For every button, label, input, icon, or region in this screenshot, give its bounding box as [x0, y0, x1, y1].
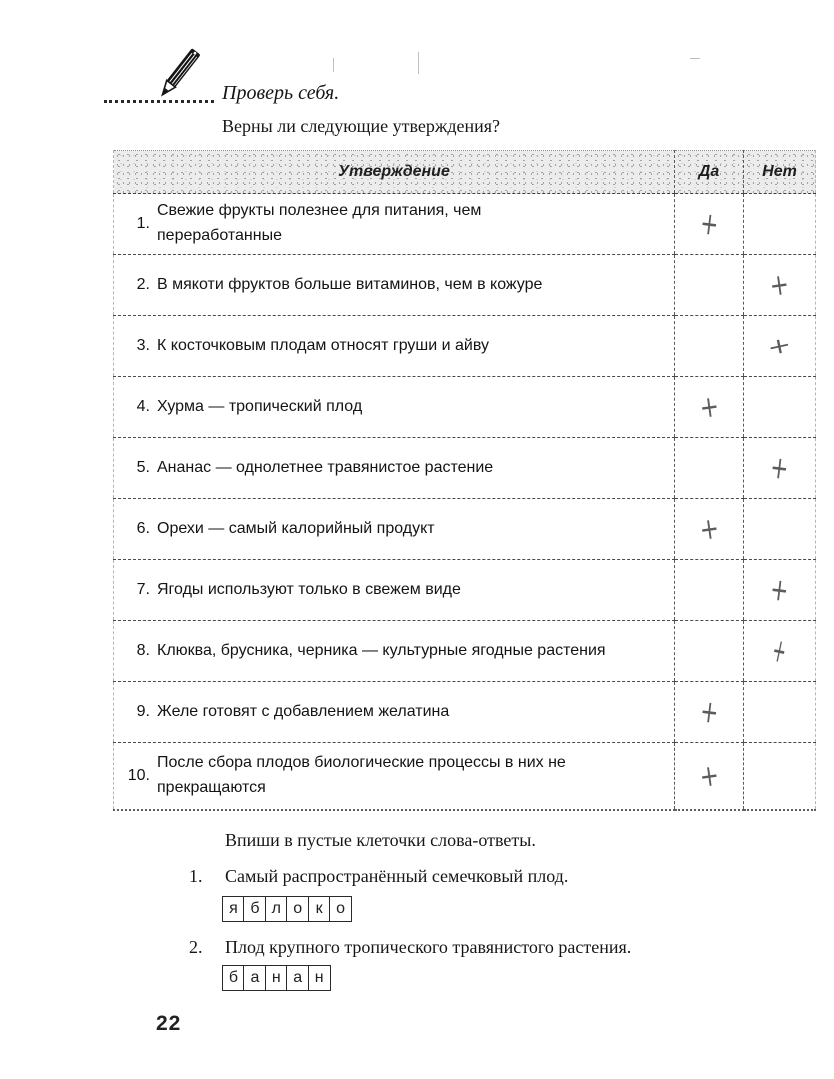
- page-number: 22: [156, 1012, 182, 1035]
- pencil-icon: [146, 44, 208, 110]
- statement-text: Ягоды используют только в свежем виде: [157, 580, 461, 598]
- answer-mark: +: [697, 693, 721, 731]
- no-cell: [744, 621, 816, 682]
- statement-text: Свежие фрукты полезнее для питания, чем переработанные: [157, 202, 482, 244]
- no-cell: [744, 316, 816, 377]
- table-row: [114, 438, 816, 499]
- table-row: [114, 743, 816, 811]
- yes-cell: [675, 316, 744, 377]
- table-row: [114, 682, 816, 743]
- scan-artifact: [418, 52, 419, 74]
- scan-artifact: [333, 58, 334, 72]
- statement-number: 8.: [136, 641, 150, 659]
- statement-text: Хурма — тропический плод: [157, 397, 363, 415]
- statement-number: 7.: [136, 580, 150, 598]
- fill-in-item-number: 2.: [189, 937, 203, 957]
- letter-cell: о: [329, 896, 352, 922]
- answer-mark: +: [768, 571, 791, 609]
- answer-mark: +: [761, 333, 798, 359]
- table-row: [114, 194, 816, 255]
- statement-number: 1.: [136, 215, 150, 232]
- statement-text: Орехи — самый калорийный продукт: [157, 519, 435, 537]
- table-row: [114, 316, 816, 377]
- col-header-no: Нет: [744, 151, 816, 194]
- statement-text: Желе готовят с добавлением желатина: [157, 702, 450, 720]
- no-cell: [744, 560, 816, 621]
- letter-cell: б: [243, 896, 266, 922]
- statement-number: 2.: [136, 275, 150, 293]
- statement-text: После сбора плодов биологические процессы в них не прекращаются: [157, 754, 566, 796]
- no-cell: [744, 682, 816, 743]
- yes-cell: [675, 255, 744, 316]
- statement-number: 10.: [127, 767, 150, 784]
- answer-mark: +: [768, 449, 791, 487]
- fill-in-question: Самый распространённый семечковый плод.: [225, 866, 569, 886]
- scan-artifact: [690, 58, 700, 59]
- answer-mark: +: [697, 388, 721, 426]
- statements-table: [113, 150, 816, 811]
- letter-cell: к: [308, 896, 331, 922]
- letter-cell: а: [286, 965, 309, 991]
- statement-number: 9.: [136, 702, 150, 720]
- fill-in-question: Плод крупного тропического травянистого растения.: [225, 937, 632, 957]
- letter-cell: л: [265, 896, 288, 922]
- answer-mark: +: [697, 205, 721, 243]
- statement-number: 5.: [136, 458, 150, 476]
- no-cell: [744, 377, 816, 438]
- yes-cell: [675, 621, 744, 682]
- answer-mark: +: [697, 510, 721, 548]
- statement-text: К косточковым плодам относят груши и айву: [157, 336, 489, 354]
- yes-cell: [675, 682, 744, 743]
- statement-number: 3.: [136, 336, 150, 354]
- yes-cell: [675, 194, 744, 255]
- statement-text: В мякоти фруктов больше витаминов, чем в кожуре: [157, 275, 543, 293]
- answer-mark: +: [697, 757, 721, 795]
- answer-mark: +: [768, 631, 791, 671]
- yes-cell: [675, 560, 744, 621]
- answer-letter-boxes: [222, 896, 350, 922]
- table-row: [114, 560, 816, 621]
- yes-cell: [675, 377, 744, 438]
- letter-cell: а: [243, 965, 266, 991]
- statement-number: 6.: [136, 519, 150, 537]
- letter-cell: б: [222, 965, 245, 991]
- statement-text: Ананас — однолетнее травянистое растение: [157, 458, 494, 476]
- table-row: [114, 255, 816, 316]
- letter-cell: о: [286, 896, 309, 922]
- yes-cell: [675, 499, 744, 560]
- table-row: [114, 377, 816, 438]
- no-cell: [744, 438, 816, 499]
- section-title: Проверь себя.: [222, 82, 340, 104]
- fill-in-item-number: 1.: [189, 866, 203, 886]
- letter-cell: н: [265, 965, 288, 991]
- col-header-yes: Да: [675, 151, 744, 194]
- fill-in-instruction: Впиши в пустые клеточки слова-ответы.: [225, 830, 536, 850]
- answer-mark: +: [767, 266, 792, 304]
- letter-cell: я: [222, 896, 245, 922]
- yes-cell: [675, 438, 744, 499]
- no-cell: [744, 255, 816, 316]
- statement-number: 4.: [136, 397, 150, 415]
- answer-letter-boxes: [222, 965, 329, 991]
- table-question: Верны ли следующие утверждения?: [222, 116, 501, 136]
- table-row: [114, 621, 816, 682]
- no-cell: [744, 194, 816, 255]
- letter-cell: н: [308, 965, 331, 991]
- no-cell: [744, 499, 816, 560]
- col-header-statement: Утверждение: [114, 151, 675, 194]
- yes-cell: [675, 743, 744, 811]
- table-header-row: [114, 151, 816, 194]
- statement-text: Клюква, брусника, черника — культурные ягодные растения: [157, 641, 606, 659]
- table-row: [114, 499, 816, 560]
- no-cell: [744, 743, 816, 811]
